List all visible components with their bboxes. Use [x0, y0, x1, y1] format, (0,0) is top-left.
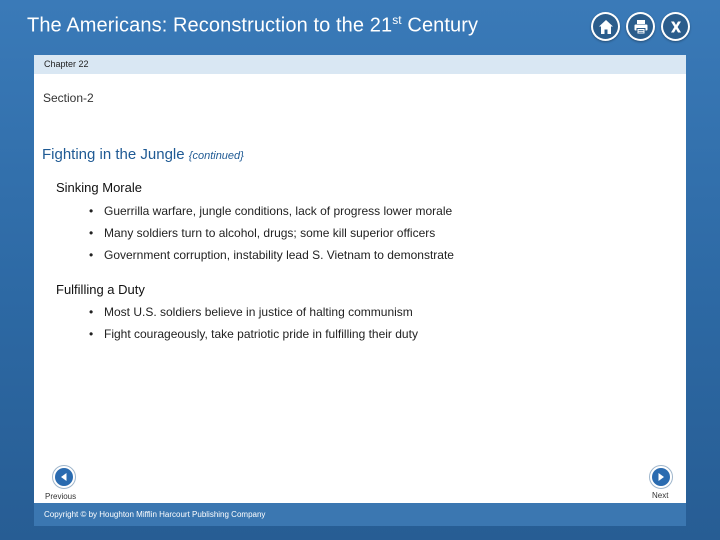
subheading-sinking-morale: Sinking Morale: [56, 180, 142, 195]
print-icon: [628, 14, 653, 39]
app-title: [27, 13, 478, 38]
home-button[interactable]: [591, 12, 620, 41]
previous-label[interactable]: Previous: [45, 492, 77, 501]
chapter-bar: [34, 55, 686, 74]
close-icon: [663, 14, 688, 39]
slide-heading-note: {continued}: [188, 150, 244, 162]
list-item: • Fight courageously, take patriotic pride in fulfilling their duty: [89, 326, 418, 348]
app-title-end: Century: [401, 14, 479, 37]
arrow-left-icon: [55, 468, 73, 486]
home-icon: [593, 14, 618, 39]
slide-heading-text: Fighting in the Jungle: [42, 146, 185, 163]
app-title-superscript: st: [392, 13, 402, 27]
next-button[interactable]: [649, 465, 673, 489]
copyright-text: Copyright © by Houghton Mifflin Harcourt Publishing Company: [44, 510, 266, 519]
next-label[interactable]: Next: [652, 491, 669, 500]
slide-content: [34, 74, 686, 503]
top-icon-group: [591, 12, 690, 41]
section-label: Section-2: [43, 91, 94, 105]
subheading-fulfilling-duty: Fulfilling a Duty: [56, 282, 145, 297]
list-item: • Government corruption, instability lead S. Vietnam to demonstrate: [89, 247, 454, 269]
chapter-label: Chapter 22: [44, 59, 89, 69]
list-item: • Most U.S. soldiers believe in justice of halting communism: [89, 304, 418, 326]
bullet-list-sinking-morale: [89, 203, 454, 269]
footer-bar: [34, 503, 686, 526]
bullet-list-fulfilling-duty: [89, 304, 418, 348]
close-button[interactable]: [661, 12, 690, 41]
arrow-right-icon: [652, 468, 670, 486]
app-title-main: The Americans: Reconstruction to the 21: [27, 14, 393, 37]
list-item: • Guerrilla warfare, jungle conditions, lack of progress lower morale: [89, 203, 454, 225]
previous-button[interactable]: [52, 465, 76, 489]
list-item: • Many soldiers turn to alcohol, drugs; some kill superior officers: [89, 225, 454, 247]
print-button[interactable]: [626, 12, 655, 41]
slide-heading: [42, 146, 244, 163]
title-bar: [0, 0, 720, 52]
